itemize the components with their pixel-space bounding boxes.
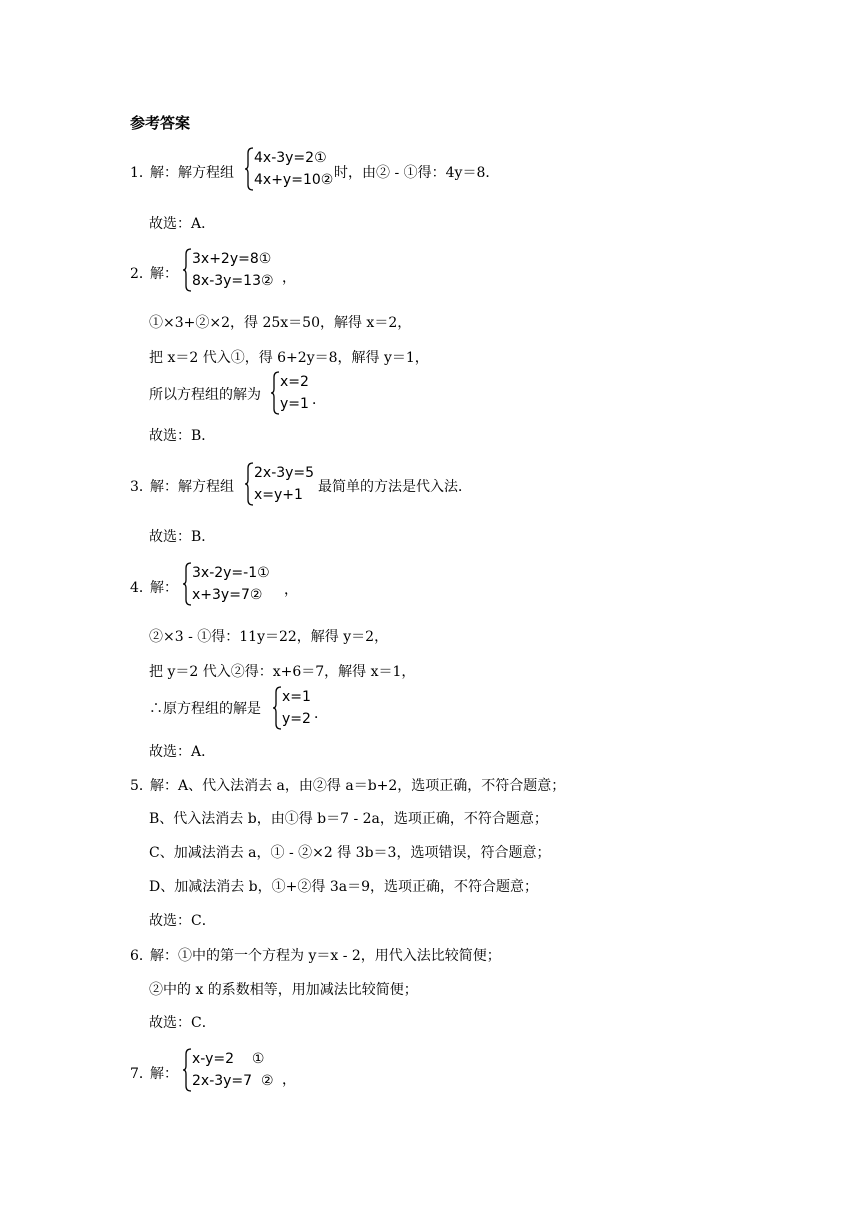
solution-line: 把 x＝2 代入①，得 6+2y＝8，解得 y＝1，	[149, 350, 429, 366]
item-number: 4．	[130, 580, 153, 596]
solution-line: 解：①中的第一个方程为 y＝x - 2，用代入法比较简便；	[150, 948, 501, 964]
item-lead: 解：解方程组	[150, 479, 234, 495]
solution-line: B、代入法消去 b，由①得 b＝7 - 2a，选项正确，不符合题意；	[149, 811, 548, 827]
solution-line: ②中的 x 的系数相等，用加减法比较简便；	[149, 982, 418, 998]
brace-icon	[182, 562, 192, 606]
choice-line: 故选：C．	[149, 913, 216, 929]
item-text: ．	[312, 392, 326, 408]
solution-lead: 所以方程组的解为	[149, 387, 261, 403]
equation-line: 4x-3y=2①	[254, 150, 327, 166]
item-number: 7．	[130, 1066, 153, 1082]
equation-line: x=2	[280, 374, 309, 390]
solution-line: C、加减法消去 a，① - ②×2 得 3b＝3，选项错误，符合题意；	[149, 845, 551, 861]
item-text: ，	[282, 270, 296, 286]
equation-line: 3x+2y=8①	[192, 251, 272, 267]
equation-line: 4x+y=10②	[254, 172, 334, 188]
item-text: ，	[284, 582, 298, 598]
equation-line: y=2	[282, 711, 311, 727]
item-number: 2．	[130, 266, 153, 282]
solution-line: D、加减法消去 b，①+②得 3a＝9，选项正确，不符合题意；	[149, 879, 538, 895]
item-text: ．	[314, 706, 328, 722]
solution-line: 解：A、代入法消去 a，由②得 a＝b+2，选项正确，不符合题意；	[150, 778, 566, 794]
equation-line: 2x-3y=5	[254, 465, 315, 481]
item-lead: 解：解方程组	[150, 165, 234, 181]
page-title: 参考答案	[130, 114, 191, 132]
item-number: 1．	[130, 165, 153, 181]
equation-line: 3x-2y=-1①	[192, 565, 270, 581]
item-lead: 解：	[150, 1066, 178, 1082]
item-lead: 解：	[150, 580, 178, 596]
item-number: 5．	[130, 778, 153, 794]
item-text: 时，由② - ①得：4y＝8．	[334, 165, 500, 181]
choice-line: 故选：B．	[149, 428, 216, 444]
equation-line: 2x-3y=7 ②	[192, 1073, 274, 1089]
equation-system	[182, 1048, 292, 1092]
item-number: 3．	[130, 479, 153, 495]
solution-lead: ∴原方程组的解是	[149, 701, 261, 717]
brace-icon	[182, 1048, 192, 1092]
equation-line: x=1	[282, 689, 311, 705]
choice-line: 故选：A．	[149, 216, 216, 232]
solution-line: ②×3 - ①得：11y＝22，解得 y＝2，	[149, 629, 389, 645]
solution-line: ①×3+②×2，得 25x＝50，解得 x＝2，	[149, 315, 412, 331]
choice-line: 故选：A．	[149, 744, 216, 760]
item-number: 6．	[130, 948, 153, 964]
brace-icon	[244, 147, 254, 191]
brace-icon	[244, 462, 254, 506]
equation-line: x+3y=7②	[192, 587, 263, 603]
solution-line: 把 y＝2 代入②得：x+6＝7，解得 x＝1，	[149, 664, 416, 680]
equation-line: 8x-3y=13②	[192, 273, 274, 289]
choice-line: 故选：B．	[149, 529, 216, 545]
brace-icon	[272, 686, 282, 730]
item-text: 最简单的方法是代入法．	[318, 479, 472, 495]
equation-line: x=y+1	[254, 487, 303, 503]
equation-line: y=1	[280, 396, 309, 412]
equation-system	[182, 562, 292, 606]
equation-system	[244, 462, 324, 506]
brace-icon	[270, 371, 280, 415]
brace-icon	[182, 248, 192, 292]
choice-line: 故选：C．	[149, 1015, 216, 1031]
equation-line: x-y=2 ①	[192, 1051, 265, 1067]
item-text: ，	[282, 1072, 296, 1088]
item-lead: 解：	[150, 266, 178, 282]
